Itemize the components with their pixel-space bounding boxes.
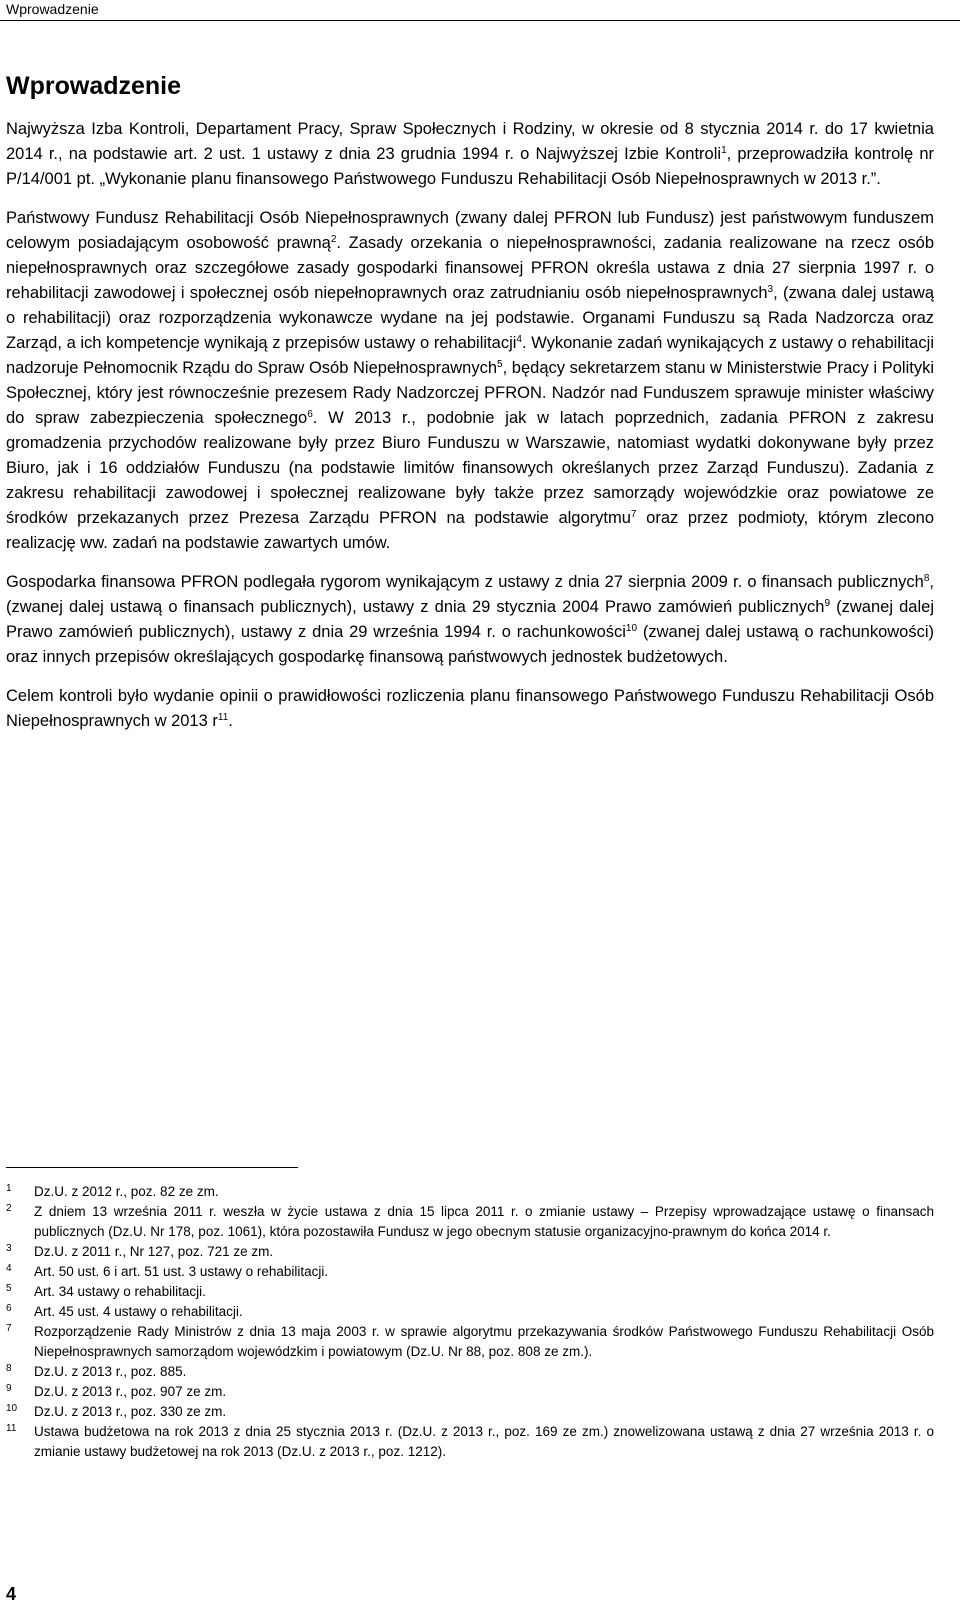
page-number: 4 [6,1584,17,1604]
footnote-text: Z dniem 13 września 2011 r. weszła w życie ustawa z dnia 15 lipca 2011 r. o zmianie ustawy – Przepisy wprowadzające ustawę o finansach publicznych (Dz.U. Nr 178, poz. 1061), która pozostawiła Fundusz w jego obecnym statusie organizacyjno-prawnym do końca 2014 r. [34,1204,934,1239]
footnote-item [6,1282,934,1302]
footnote-text: Dz.U. z 2011 r., Nr 127, poz. 721 ze zm. [34,1244,274,1259]
footnote-ref-4[interactable]: 4 [516,334,522,345]
footnote-ref-3[interactable]: 3 [767,284,774,295]
footnote-number: 3 [6,1243,12,1254]
paragraph-text: Najwyższa Izba Kontroli, Departament Pracy, Spraw Społecznych i Rodziny, w okresie od 8 stycznia 2014 r. do 17 kwietnia 2014 r., na podstawie art. 2 ust. 1 ustawy z dnia 23 grudnia 1994 r. o Najwyższej Izbie Kontroli [6,120,934,163]
paragraph-text: (zwanej dalej Prawo zamówień publicznych), ustawy z dnia 29 września 1994 r. o rachunkowości [6,598,934,641]
footnote-text: Art. 45 ust. 4 ustawy o rehabilitacji. [34,1304,243,1319]
footnote-ref-9[interactable]: 9 [824,598,831,609]
footnote-separator [6,1167,298,1168]
footnote-text: Ustawa budżetowa na rok 2013 z dnia 25 stycznia 2013 r. (Dz.U. z 2013 r., poz. 169 ze zm.) znowelizowana ustawą z dnia 27 września 2013 r. o zmianie ustawy budżetowej na rok 2013 (Dz.U. z 2013 r., poz. 1212). [34,1424,934,1459]
footnote-ref-10[interactable]: 10 [625,623,638,634]
running-header-title: Wprowadzenie [6,1,99,17]
footnote-text: Dz.U. z 2012 r., poz. 82 ze zm. [34,1184,219,1199]
footnote-text: Dz.U. z 2013 r., poz. 907 ze zm. [34,1384,227,1399]
main-content [6,117,934,734]
footnote-item [6,1382,934,1402]
footnote-text: Art. 34 ustawy o rehabilitacji. [34,1284,206,1299]
paragraph-text: Celem kontroli było wydanie opinii o prawidłowości rozliczenia planu finansowego Państwowego Funduszu Rehabilitacji Osób Niepełnosprawnych w 2013 r [6,687,934,730]
footnote-ref-7[interactable]: 7 [630,509,637,520]
paragraph-1 [6,117,934,192]
footnote-item [6,1302,934,1322]
footnote-number: 11 [6,1423,17,1434]
footnote-item [6,1422,934,1462]
footnote-item [6,1242,934,1262]
paragraph-text: Państwowy Fundusz Rehabilitacji Osób Niepełnosprawnych (zwany dalej PFRON lub Fundusz) jest państwowym funduszem celowym posiadającym osobowość prawną [6,209,934,252]
paragraph-text: . W 2013 r., podobnie jak w latach poprzednich, zadania PFRON z zakresu gromadzenia przychodów realizowane były przez Biuro Funduszu w Warszawie, natomiast wydatki dokonywane były przez Biuro, jak i 16 oddziałów Funduszu (na podstawie limitów finansowych określanych przez Zarząd Funduszu). Zadania z zakresu rehabilitacji zawodowej i społecznej realizowane były także przez samorządy wojewódzkie oraz powiatowe ze środków przekazanych przez Prezesa Zarządu PFRON na podstawie algorytmu [6,409,935,527]
footnote-item [6,1322,934,1362]
paragraph-text: , (zwana dalej ustawą o rehabilitacji) oraz rozporządzenia wykonawcze wydane na jej podstawie. Organami Funduszu są Rada Nadzorcza oraz Zarząd, a ich kompetencje wynikają z przepisów ustawy o rehabilitacji [6,284,934,352]
paragraph-3 [6,570,934,670]
footnote-text: Art. 50 ust. 6 i art. 51 ust. 3 ustawy o rehabilitacji. [34,1264,329,1279]
footnote-ref-11[interactable]: 11 [217,712,229,723]
footnote-number: 4 [6,1263,12,1274]
footnote-number: 6 [6,1303,12,1314]
footnote-item [6,1202,934,1242]
paragraph-text: oraz przez podmioty, którym zlecono realizację ww. zadań na podstawie zawartych umów. [6,509,934,552]
paragraph-4 [6,684,934,734]
footnotes [6,1182,934,1462]
footnote-number: 9 [6,1383,12,1394]
footnote-number: 10 [6,1403,18,1414]
page-title: Wprowadzenie [6,72,182,100]
footnote-text: Dz.U. z 2013 r., poz. 885. [34,1364,187,1379]
paragraph-text: . Zasady orzekania o niepełnosprawności, zadania realizowane na rzecz osób niepełnosprawnych oraz szczegółowe zasady gospodarki finansowej PFRON określa ustawa z dnia 27 sierpnia 1997 r. o rehabilitacji zawodowej i społecznej osób niepełnoprawnych oraz zatrudnianiu osób niepełnosprawnych [6,234,934,302]
footnote-number: 7 [6,1323,12,1334]
footnote-text: Dz.U. z 2013 r., poz. 330 ze zm. [34,1404,227,1419]
footnote-item [6,1402,934,1422]
footnote-item [6,1262,934,1282]
footnote-number: 2 [6,1203,12,1214]
footnote-number: 5 [6,1283,12,1294]
footnote-number: 1 [6,1183,12,1194]
footnote-ref-1[interactable]: 1 [721,145,727,156]
footnote-item [6,1182,934,1202]
footnote-number: 8 [6,1363,12,1374]
paragraph-text: Gospodarka finansowa PFRON podlegała rygorom wynikającym z ustawy z dnia 27 sierpnia 2009 r. o finansach publicznych [6,573,924,591]
running-header [0,0,960,21]
footnote-ref-2[interactable]: 2 [330,234,337,245]
paragraph-text: , przeprowadziła kontrolę nr P/14/001 pt. „Wykonanie planu finansowego Państwowego Funduszu Rehabilitacji Osób Niepełnosprawnych w 2013 r.”. [6,145,934,188]
paragraph-text: . Wykonanie zadań wynikających z ustawy o rehabilitacji nadzoruje Pełnomocnik Rządu do Spraw Osób Niepełnosprawnych [6,334,934,377]
paragraph-text: , będący sekretarzem stanu w Ministerstwie Pracy i Polityki Społecznej, który jest równocześnie prezesem Rady Nadzorczej PFRON. Nadzór nad Funduszem sprawuje minister właściwy do spraw zabezpieczenia społecznego [6,359,934,427]
footnote-ref-5[interactable]: 5 [497,359,503,370]
footnote-item [6,1362,934,1382]
paragraph-2 [6,206,934,556]
paragraph-text: . [228,712,233,730]
footnote-ref-6[interactable]: 6 [307,409,313,420]
footnote-text: Rozporządzenie Rady Ministrów z dnia 13 maja 2003 r. w sprawie algorytmu przekazywania środków Państwowego Funduszu Rehabilitacji Osób Niepełnosprawnych samorządom wojewódzkim i powiatowym (Dz.U. Nr 88, poz. 808 ze zm.). [34,1324,934,1359]
footnote-ref-8[interactable]: 8 [923,573,930,584]
paragraph-text: , (zwanej dalej ustawą o finansach publicznych), ustawy z dnia 29 stycznia 2004 Prawo zamówień publicznych [6,573,934,616]
paragraph-text: (zwanej dalej ustawą o rachunkowości) oraz innych przepisów określających gospodarkę finansową państwowych jednostek budżetowych. [6,623,934,666]
